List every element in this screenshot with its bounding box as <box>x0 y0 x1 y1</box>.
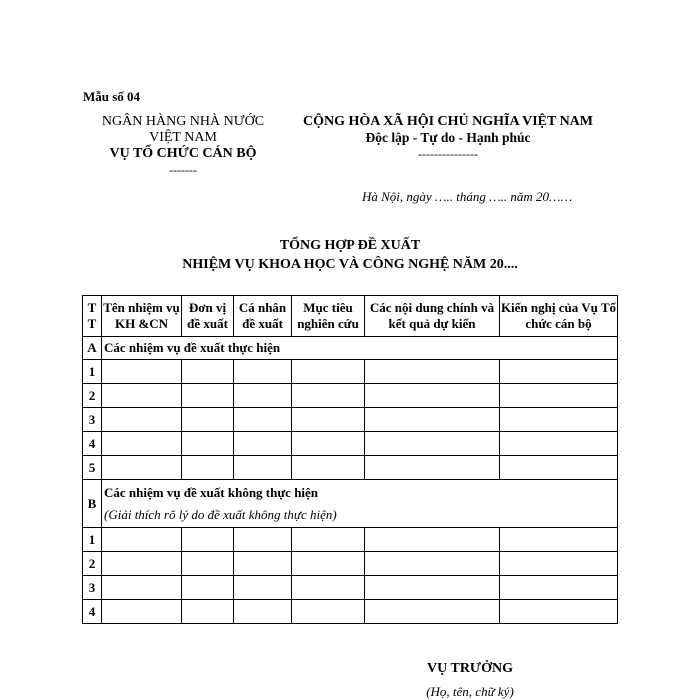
document-title <box>83 236 617 274</box>
nation-motto: Độc lập - Tự do - Hạnh phúc <box>365 130 531 145</box>
table-cell[interactable] <box>292 552 365 576</box>
table-cell[interactable] <box>102 576 182 600</box>
table-cell[interactable] <box>365 552 500 576</box>
table-cell[interactable] <box>182 432 234 456</box>
nation-divider: --------------- <box>418 147 478 161</box>
table-cell[interactable] <box>182 408 234 432</box>
table-header-row <box>83 296 618 337</box>
table-cell[interactable] <box>234 600 292 624</box>
table-cell[interactable] <box>500 528 618 552</box>
table-cell[interactable] <box>365 456 500 480</box>
table-cell[interactable] <box>500 384 618 408</box>
table-cell[interactable] <box>182 384 234 408</box>
table-cell[interactable] <box>234 432 292 456</box>
table-cell[interactable] <box>365 576 500 600</box>
table-cell[interactable] <box>234 384 292 408</box>
table-cell[interactable] <box>365 384 500 408</box>
signature-hint: (Họ, tên, chữ ký) <box>426 684 514 699</box>
table-cell[interactable] <box>234 528 292 552</box>
col-header-proposing-unit: Đơn vị đề xuất <box>182 296 234 337</box>
table-cell[interactable] <box>365 408 500 432</box>
title-line2: NHIỆM VỤ KHOA HỌC VÀ CÔNG NGHỆ NĂM 20.... <box>182 257 518 272</box>
section-a-label: A <box>83 337 102 360</box>
table-cell[interactable] <box>182 528 234 552</box>
section-a-title: Các nhiệm vụ đề xuất thực hiện <box>102 337 618 360</box>
table-cell[interactable] <box>102 456 182 480</box>
table-row <box>83 528 618 552</box>
row-number: 4 <box>83 600 102 624</box>
nation-name: CỘNG HÒA XÃ HỘI CHỦ NGHĨA VIỆT NAM <box>302 114 593 129</box>
table-cell[interactable] <box>102 360 182 384</box>
table-cell[interactable] <box>500 456 618 480</box>
table-row <box>83 360 618 384</box>
row-number: 5 <box>83 456 102 480</box>
title-line1: TỔNG HỢP ĐỀ XUẤT <box>279 238 421 253</box>
table-cell[interactable] <box>234 408 292 432</box>
table-cell[interactable] <box>102 528 182 552</box>
section-b-label: B <box>83 480 102 528</box>
table-cell[interactable] <box>182 576 234 600</box>
org-divider: ------- <box>169 163 197 177</box>
row-number: 4 <box>83 432 102 456</box>
table-cell[interactable] <box>365 528 500 552</box>
national-heading <box>288 114 608 162</box>
section-b-row <box>83 480 618 528</box>
org-name-line2: VIỆT NAM <box>149 130 217 145</box>
table-cell[interactable] <box>234 552 292 576</box>
table-cell[interactable] <box>500 432 618 456</box>
table-cell[interactable] <box>234 576 292 600</box>
table-cell[interactable] <box>292 384 365 408</box>
table-cell[interactable] <box>102 552 182 576</box>
table-cell[interactable] <box>102 432 182 456</box>
table-cell[interactable] <box>292 360 365 384</box>
issuing-organization <box>83 114 283 178</box>
table-cell[interactable] <box>102 408 182 432</box>
col-header-recommendation: Kiến nghị của Vụ Tổ chức cán bộ <box>500 296 618 337</box>
col-header-task-name: Tên nhiệm vụ KH &CN <box>102 296 182 337</box>
table-cell[interactable] <box>365 432 500 456</box>
table-cell[interactable] <box>500 576 618 600</box>
signer-title: VỤ TRƯỞNG <box>427 661 513 676</box>
row-number: 1 <box>83 528 102 552</box>
table-cell[interactable] <box>182 600 234 624</box>
table-row <box>83 576 618 600</box>
table-cell[interactable] <box>500 600 618 624</box>
form-number: Mẫu số 04 <box>83 89 141 104</box>
table-cell[interactable] <box>292 600 365 624</box>
table-cell[interactable] <box>102 600 182 624</box>
col-header-objective: Mục tiêu nghiên cứu <box>292 296 365 337</box>
col-header-tt: T T <box>83 296 102 337</box>
table-row <box>83 408 618 432</box>
table-cell[interactable] <box>102 384 182 408</box>
table-cell[interactable] <box>292 456 365 480</box>
table-cell[interactable] <box>234 456 292 480</box>
section-b-note: (Giải thích rõ lý do đề xuất không thực hiện) <box>104 506 337 522</box>
table-cell[interactable] <box>182 456 234 480</box>
row-number: 3 <box>83 576 102 600</box>
table-cell[interactable] <box>182 360 234 384</box>
table-row <box>83 384 618 408</box>
table-cell[interactable] <box>500 552 618 576</box>
table-row <box>83 456 618 480</box>
section-a-row <box>83 337 618 360</box>
row-number: 2 <box>83 384 102 408</box>
org-department: VỤ TỔ CHỨC CÁN BỘ <box>109 146 257 161</box>
table-cell[interactable] <box>292 528 365 552</box>
table-cell[interactable] <box>292 432 365 456</box>
table-row <box>83 552 618 576</box>
dateline: Hà Nội, ngày ….. tháng ….. năm 20…… <box>362 189 573 204</box>
table-cell[interactable] <box>365 600 500 624</box>
row-number: 3 <box>83 408 102 432</box>
col-header-proposer: Cá nhân đề xuất <box>234 296 292 337</box>
table-row <box>83 600 618 624</box>
table-cell[interactable] <box>292 408 365 432</box>
table-cell[interactable] <box>365 360 500 384</box>
table-cell[interactable] <box>182 552 234 576</box>
row-number: 2 <box>83 552 102 576</box>
section-b-title: Các nhiệm vụ đề xuất không thực hiện <box>104 484 319 500</box>
table-cell[interactable] <box>292 576 365 600</box>
table-cell[interactable] <box>234 360 292 384</box>
table-cell[interactable] <box>500 408 618 432</box>
org-name-line1: NGÂN HÀNG NHÀ NƯỚC <box>101 114 265 129</box>
proposal-summary-table <box>82 295 618 624</box>
section-b-heading <box>102 480 618 528</box>
table-row <box>83 432 618 456</box>
col-header-content: Các nội dung chính và kết quả dự kiến <box>365 296 500 337</box>
table-cell[interactable] <box>500 360 618 384</box>
row-number: 1 <box>83 360 102 384</box>
